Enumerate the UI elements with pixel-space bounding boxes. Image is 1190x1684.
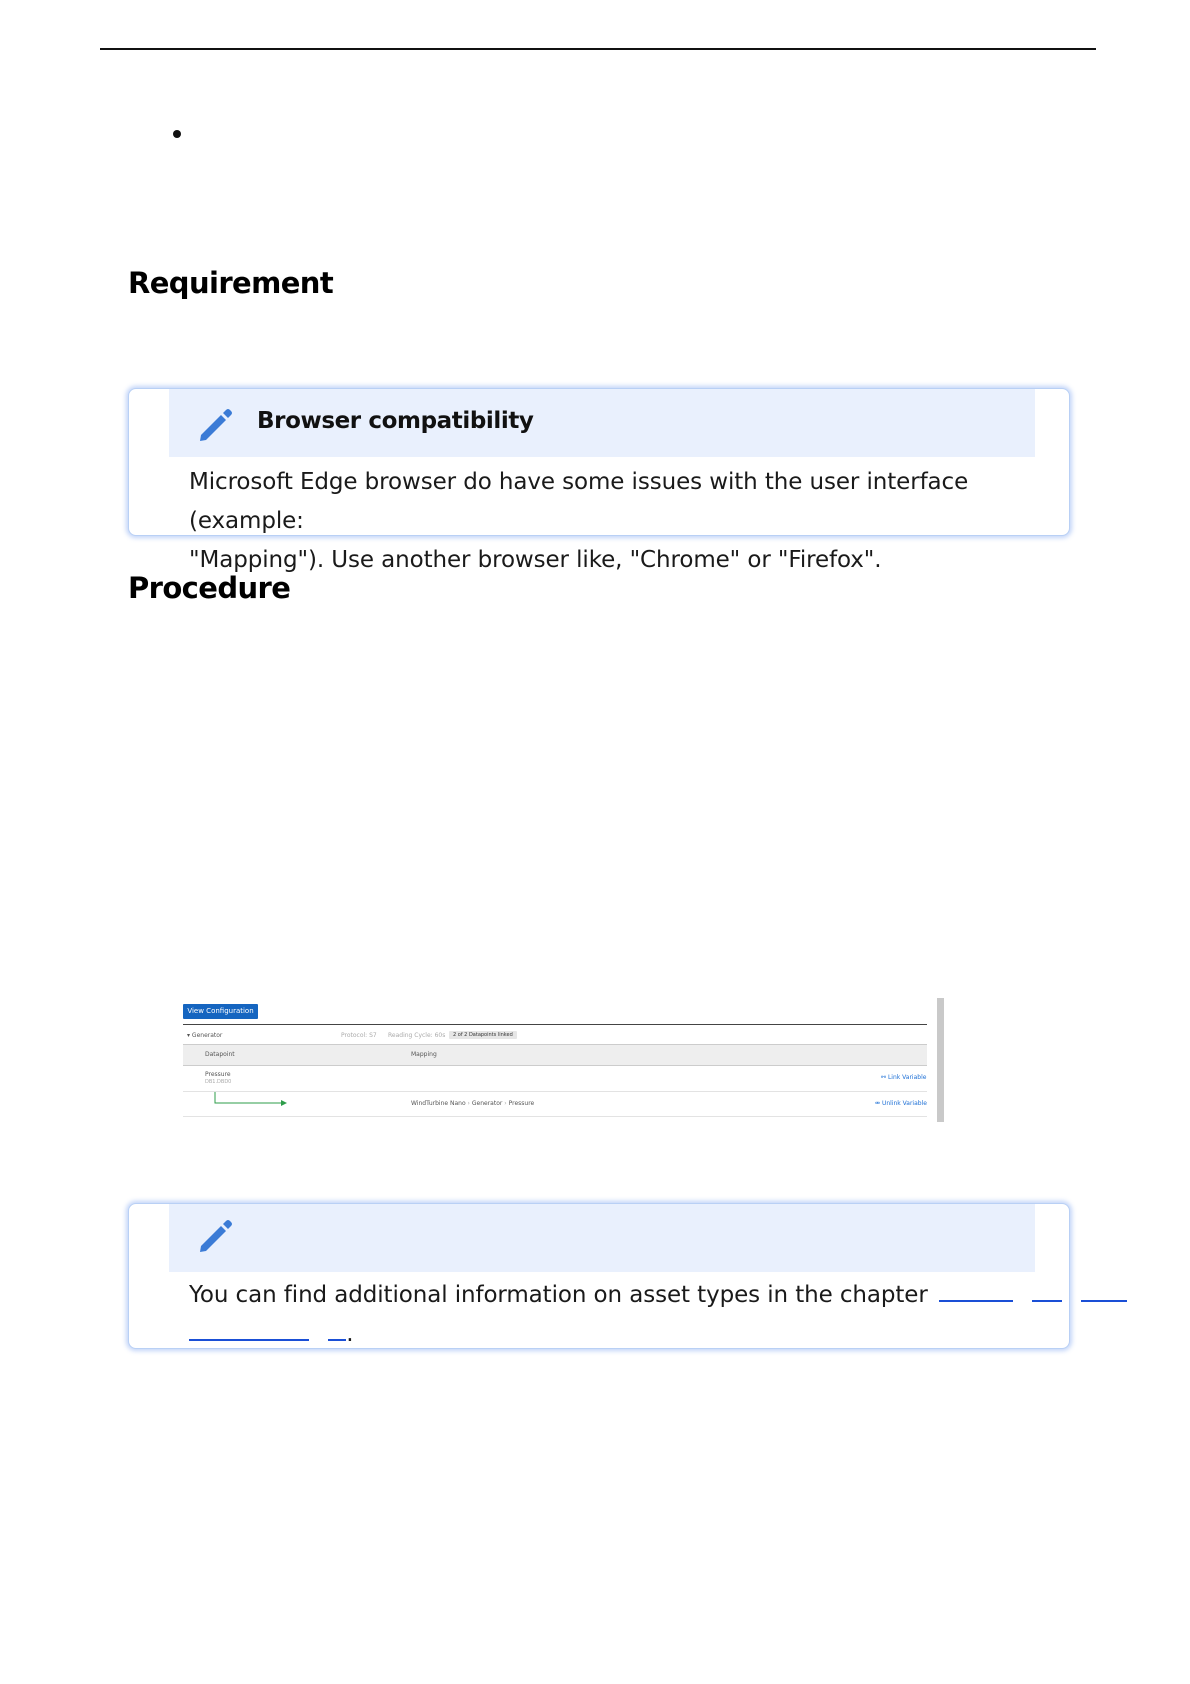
table-header bbox=[183, 1044, 927, 1066]
note-header bbox=[169, 1204, 1035, 1272]
chapter-link[interactable] bbox=[1081, 1278, 1127, 1302]
mapping-path: WindTurbine Nano › Generator › Pressure bbox=[411, 1100, 535, 1107]
note-asset-types bbox=[128, 1203, 1070, 1349]
heading-procedure: Procedure bbox=[128, 571, 291, 605]
note-body bbox=[189, 1276, 1051, 1354]
divider bbox=[183, 1024, 927, 1025]
pencil-icon bbox=[195, 1216, 235, 1260]
col-datapoint: Datapoint bbox=[205, 1051, 235, 1058]
chapter-link[interactable] bbox=[328, 1317, 346, 1341]
view-configuration-button[interactable]: View Configuration bbox=[183, 1004, 258, 1019]
list-bullet bbox=[173, 130, 181, 138]
datapoint-name: Pressure bbox=[205, 1071, 231, 1078]
pencil-icon bbox=[195, 405, 235, 449]
note-end: . bbox=[346, 1321, 354, 1347]
row-divider bbox=[183, 1091, 927, 1092]
header-rule bbox=[100, 48, 1096, 50]
link-icon: ⚯ bbox=[881, 1074, 888, 1081]
note-header bbox=[169, 389, 1035, 457]
link-variable-button[interactable]: ⚯ Link Variable bbox=[881, 1074, 927, 1081]
note-browser-compatibility bbox=[128, 388, 1070, 573]
reading-cycle-label: Reading Cycle: 60s bbox=[388, 1032, 446, 1039]
scrollbar[interactable] bbox=[937, 998, 944, 1122]
chapter-link[interactable] bbox=[1032, 1278, 1062, 1302]
group-generator[interactable]: ▾ Generator bbox=[187, 1032, 223, 1039]
linked-count-badge: 2 of 2 Datapoints linked bbox=[449, 1031, 517, 1039]
note-body bbox=[189, 463, 1045, 580]
mapping-arrow-icon bbox=[213, 1092, 293, 1108]
note-line-1: Microsoft Edge browser do have some issues with the user interface (example: bbox=[189, 469, 969, 534]
col-mapping: Mapping bbox=[411, 1051, 437, 1058]
chapter-link[interactable] bbox=[939, 1278, 1013, 1302]
datapoint-address: DB1.DBD0 bbox=[205, 1079, 232, 1085]
unlink-icon: ⚮ bbox=[875, 1100, 882, 1107]
heading-requirement: Requirement bbox=[128, 266, 334, 300]
note-text: You can find additional information on asset types in the chapter bbox=[189, 1282, 928, 1308]
row-divider bbox=[183, 1116, 927, 1117]
note-title: Browser compatibility bbox=[257, 408, 534, 434]
note-line-2: "Mapping"). Use another browser like, "Chrome" or "Firefox". bbox=[189, 547, 882, 573]
unlink-variable-button[interactable]: ⚮ Unlink Variable bbox=[875, 1100, 927, 1107]
embedded-screenshot-mapping bbox=[183, 998, 945, 1122]
protocol-label: Protocol: S7 bbox=[341, 1032, 377, 1039]
chapter-link[interactable] bbox=[189, 1317, 309, 1341]
